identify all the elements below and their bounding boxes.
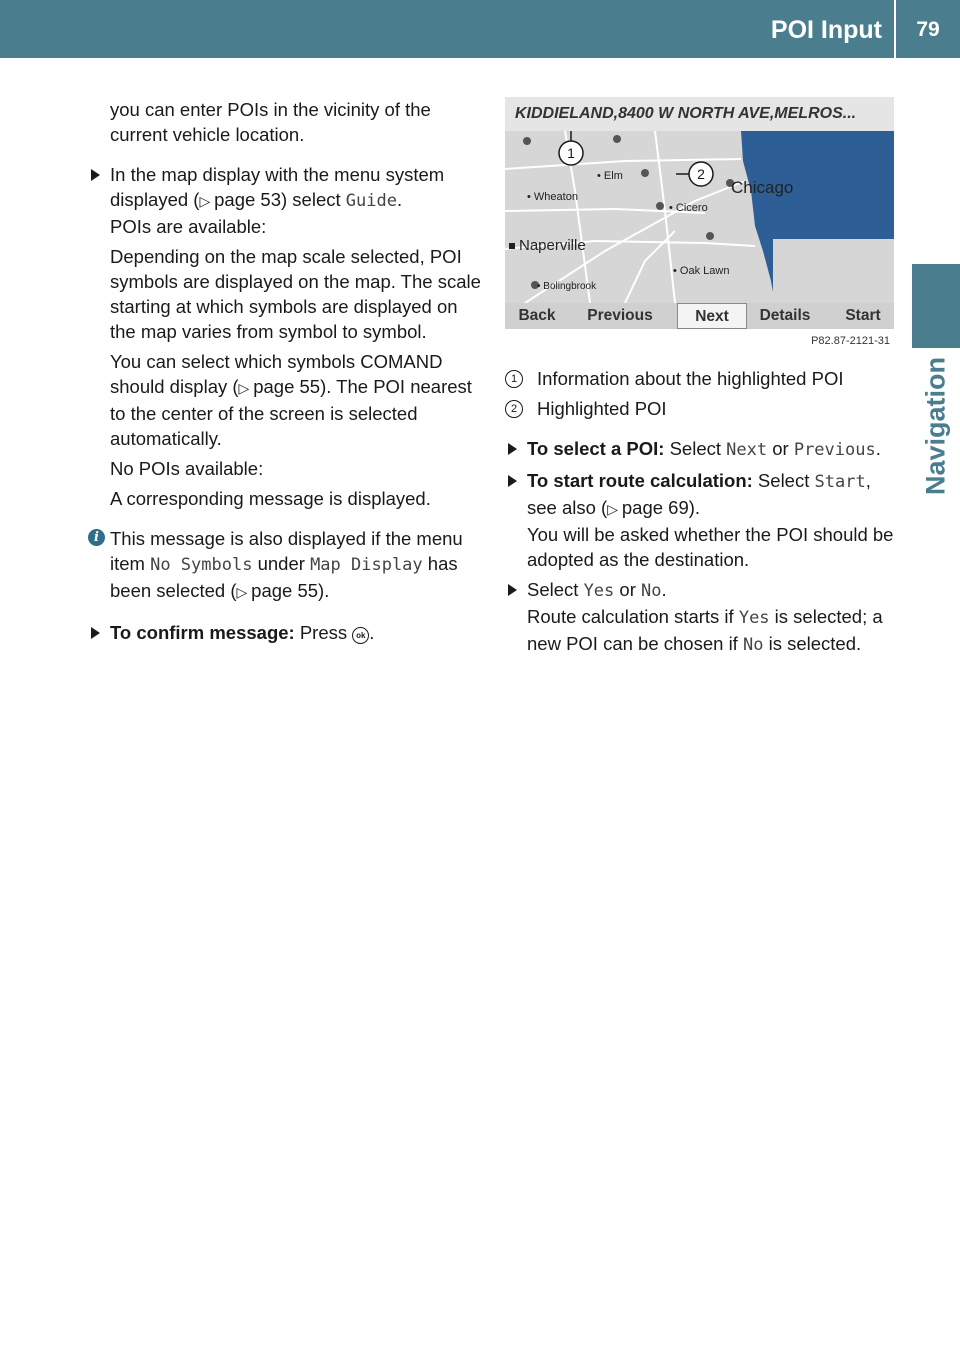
ui-term: Previous [793,440,876,460]
info-icon: i [88,529,105,546]
map-label-bolingbrook: • Bolingbrook [537,281,597,292]
screen-menu-bar [505,303,894,329]
destination-question: You will be asked whether the POI should be adopted as the destination. [527,524,894,570]
step-yes-no: Select Yes or No. Route calculation starts if Yes is selected; a new POI can be chosen if No is selected. [505,577,897,658]
callout-1-label: 1 [567,145,575,161]
map-label-naperville: Naperville [519,237,586,254]
scale-info: Depending on the map scale selected, POI symbols are displayed on the map. The scale starting at which symbols are displayed on the map varies from symbol to symbol. [110,246,481,342]
ui-term: Guide [345,191,397,211]
page-ref: page 53 [214,189,281,210]
ok-button-icon: ok [352,627,369,644]
callout-2-label: 2 [697,166,705,182]
step-confirm: To confirm message: Press ok . [88,620,483,645]
route-calc-info: Route calculation starts if Yes is selected; a new POI can be chosen if No is selected. [527,606,883,655]
legend-item-2: 2 Highlighted POI [505,396,897,421]
legend-item-1: 1 Information about the highlighted POI [505,366,897,391]
ref-arrow-icon: ▷ [236,584,252,600]
ui-term: Start [814,472,866,492]
step-start-route: To start route calculation: Select Start, see also (▷ page 69). You will be asked whether the POI should be adopted as the destination. [505,468,897,572]
ui-term: No Symbols [150,555,253,575]
menu-back[interactable]: Back [518,307,556,324]
pois-available-label: POIs are available: [110,216,267,237]
land-block [773,239,894,303]
left-column [88,97,483,645]
ui-term: Yes [583,581,615,601]
menu-previous[interactable]: Previous [587,307,653,324]
map-label-elm: • Elm [597,170,623,182]
image-code: P82.87-2121-31 [811,335,890,347]
map-display [505,131,894,303]
legend-number: 1 [505,370,523,388]
ref-arrow-icon: ▷ [607,501,622,517]
ref-arrow-icon: ▷ [238,380,254,396]
chapter-label: Navigation [920,356,951,496]
ui-term: Next [726,440,768,460]
section-title: POI Input [770,16,882,44]
right-column [505,366,897,658]
map-marker-naperville [509,243,515,249]
ui-term: Yes [738,608,770,628]
no-pois-text: A corresponding message is displayed. [110,488,431,509]
ref-arrow-icon: ▷ [199,193,215,209]
menu-next[interactable]: Next [677,303,747,329]
screen-title-bar [505,97,894,131]
intro-text: you can enter POIs in the vicinity of the current vehicle location. [110,99,431,145]
symbol-selection-info: You can select which symbols COMAND should display (▷ page 55). The POI nearest to the center of the screen is selected automatically. [110,351,472,449]
map-label-cicero: • Cicero [669,202,708,214]
ui-term: No [742,635,764,655]
legend-number: 2 [505,400,523,418]
step-select-poi: To select a POI: Select Next or Previous. [505,436,897,463]
ui-term: No [641,581,662,601]
menu-details[interactable]: Details [759,307,811,324]
poi-title: KIDDIELAND,8400 W NORTH AVE,MELROS... [515,105,857,122]
info-note: i This message is also displayed if the menu item No Symbols under Map Display has been selected (▷ page 55). [88,526,483,605]
map-label-wheaton: • Wheaton [527,191,578,203]
map-label-oak-lawn: • Oak Lawn [673,265,730,277]
chapter-tab [912,264,960,348]
comand-screen [505,97,894,355]
no-pois-label: No POIs available: [110,458,264,479]
step-guide: In the map display with the menu system displayed (▷ page 53) select Guide. POIs are available: Depending on the map scale selected, POI symbols are displayed on the map. The scale starting at which symbols are displayed on the map varies from symbol to symbol. You can select which symbols COMAND should display (▷ page 55). The POI nearest to the center of the screen is selected automatically. No POIs available: A corresponding message is displayed. [88,162,483,511]
menu-start[interactable]: Start [845,307,881,324]
ui-term: Map Display [310,555,423,575]
page-number: 79 [916,18,940,41]
map-label-chicago: Chicago [731,178,794,197]
